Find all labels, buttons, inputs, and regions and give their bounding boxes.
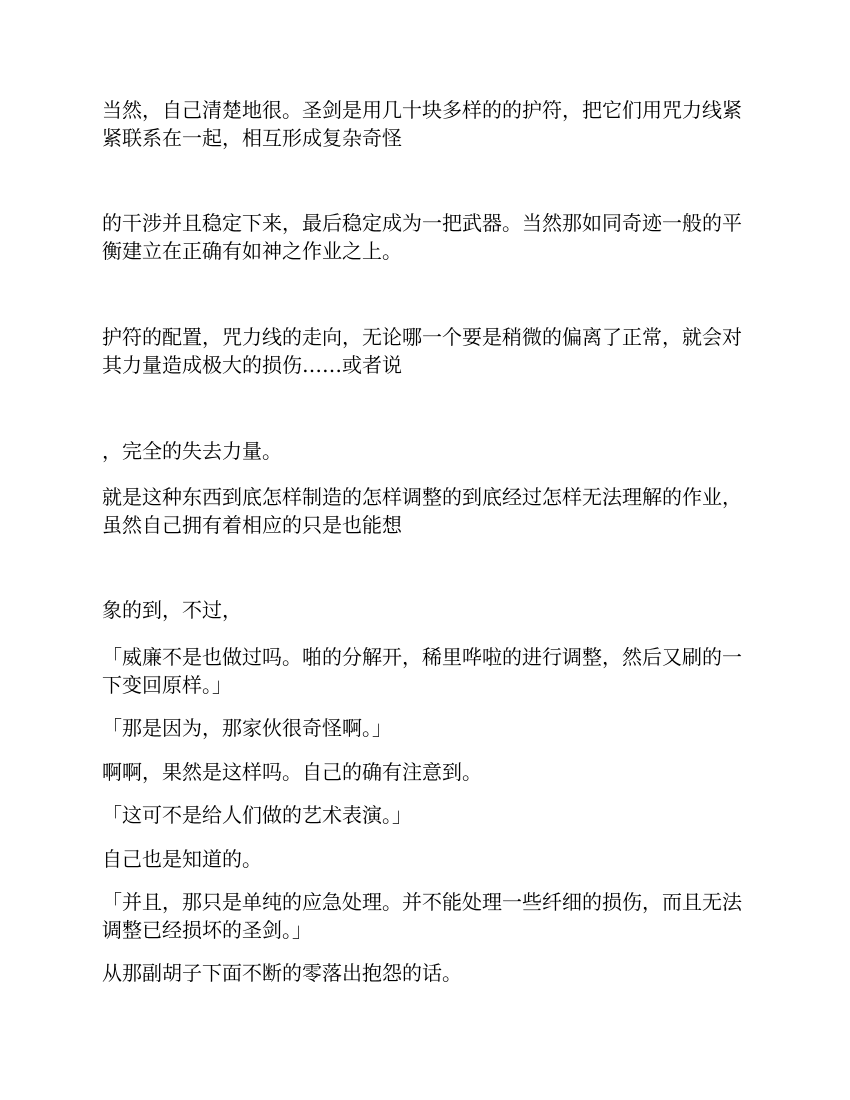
paragraph-4: ，完全的失去力量。 — [102, 439, 282, 463]
paragraph-1: 当然，自己清楚地很。圣剑是用几十块多样的的护符，把它们用咒力线紧紧联系在一起，相互形成复杂奇怪 — [102, 98, 742, 150]
paragraph-13: 从那副胡子下面不断的零落出抱怨的话。 — [102, 961, 462, 985]
paragraph-12: 「并且，那只是单纯的应急处理。并不能处理一些纤细的损伤，而且无法调整已经损坏的圣剑。」 — [102, 890, 742, 942]
paragraph-10: 「这可不是给人们做的艺术表演。」 — [102, 803, 412, 827]
paragraph-5: 就是这种东西到底怎样制造的怎样调整的到底经过怎样无法理解的作业，虽然自己拥有着相应的只是也能想 — [102, 485, 742, 537]
paragraph-8: 「那是因为，那家伙很奇怪啊。」 — [102, 716, 392, 740]
paragraph-7: 「威廉不是也做过吗。啪的分解开，稀里哗啦的进行调整，然后又刷的一下变回原样。」 — [102, 645, 742, 697]
paragraph-9: 啊啊，果然是这样吗。自己的确有注意到。 — [102, 760, 482, 784]
paragraph-11: 自己也是知道的。 — [102, 847, 262, 871]
paragraph-3: 护符的配置，咒力线的走向，无论哪一个要是稍微的偏离了正常，就会对其力量造成极大的损伤……或者说 — [102, 325, 742, 377]
paragraph-2: 的干涉并且稳定下来，最后稳定成为一把武器。当然那如同奇迹一般的平衡建立在正确有如神之作业之上。 — [102, 211, 742, 263]
paragraph-6: 象的到，不过， — [102, 598, 242, 622]
